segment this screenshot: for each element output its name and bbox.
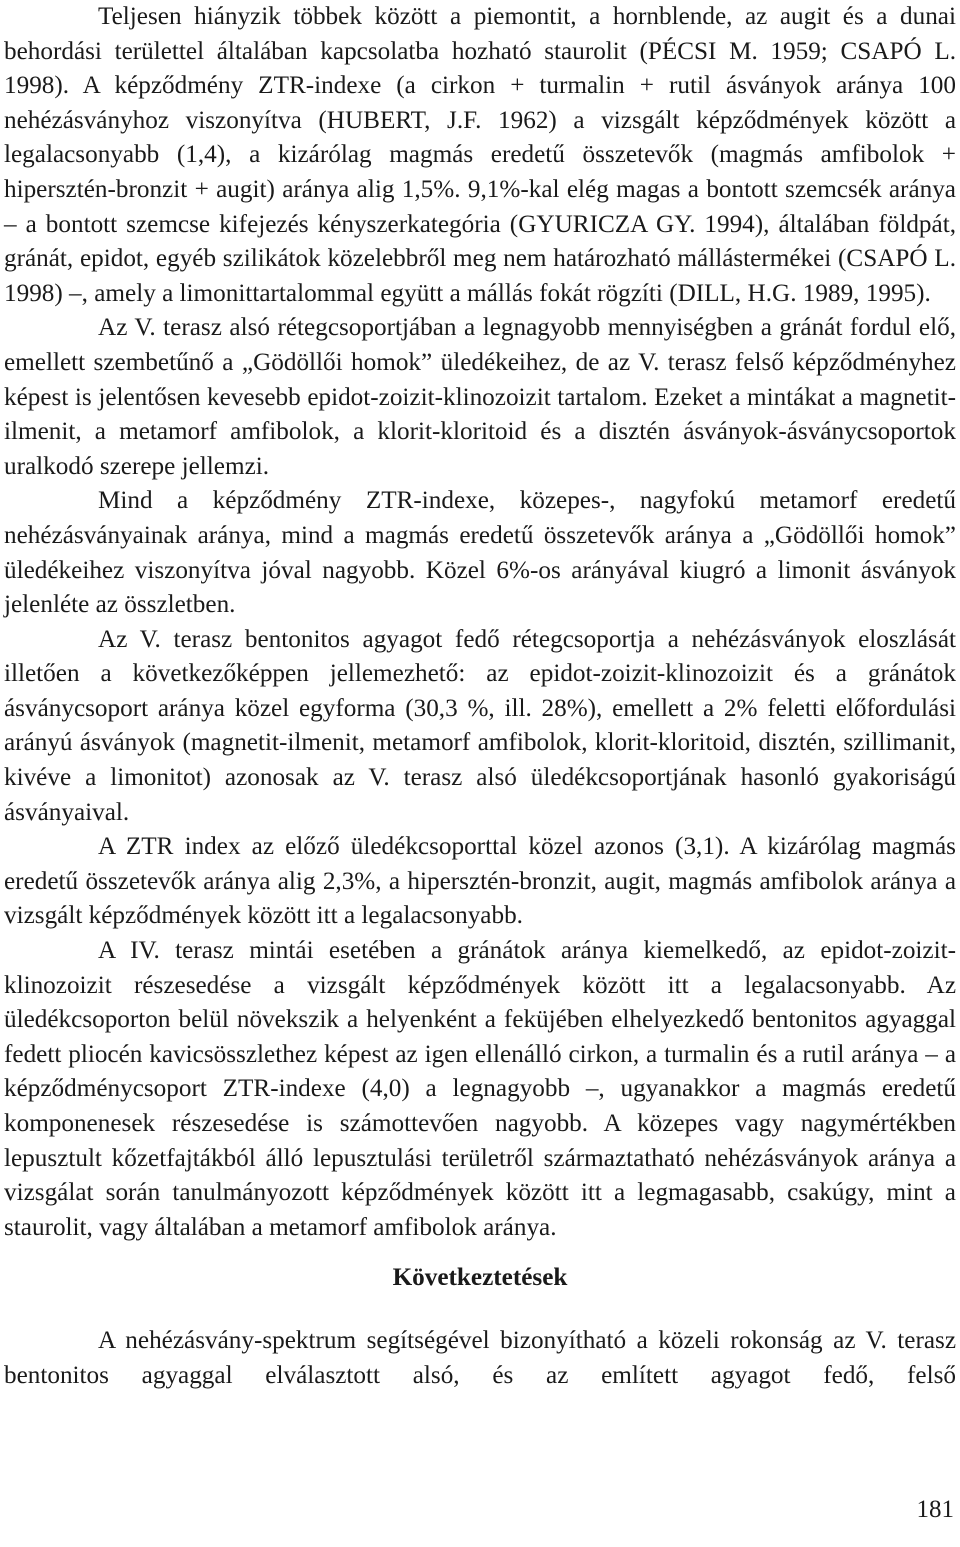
paragraph-2: Az V. terasz alsó rétegcsoportjában a legnagyobb mennyiségben a gránát fordul elő, emellett szembetűnő a „Gödöllői homok” üledékeihez, de az V. terasz felső képződményhez képest is jelentősen kevesebb epidot-zoizit-klinozoizit tartalom. Ezeket a mintákat a magnetit-ilmenit, a metamorf amfibolok, a klorit-kloritoid és a disztén ásványok-ásványcsoportok uralkodó szerepe jellemzi. <box>4 314 956 480</box>
paragraph-4: Az V. terasz bentonitos agyagot fedő rétegcsoportja a nehézásványok eloszlását illetően a következőképpen jellemezhető: az epidot-zoizit-klinozoizit és a gránátok ásványcsoport aránya közel egyforma (30,3 %, ill. 28%), emellett a 2% feletti előfordulási arányú ásványok (magnetit-ilmenit, metamorf amfibolok, klorit-kloritoid, disztén, szillimanit, kivéve a limonitot) azonosak az V. terasz alsó üledékcsoportjának hasonló gyakoriságú ásványaival. <box>4 625 956 826</box>
page-body <box>4 0 956 1393</box>
paragraph-6: A IV. terasz mintái esetében a gránátok aránya kiemelkedő, az epidot-zoizit-klinozoizit részesedése a vizsgált képződmények között itt a legalacsonyabb. Az üledékcsoporton belül növekszik a helyenként a feküjében elhelyezkedő bentonitos agyaggal fedett pliocén kavicsösszlethez képest az igen ellenálló cirkon, a turmalin és a rutil aránya – a képződménycsoport ZTR-indexe (4,0) a legnagyobb –, ugyanakkor a magmás eredetű komponenesek részesedése is számottevően nagyobb. A közepes vagy nagymértékben lepusztult kőzetfajtákból álló lepusztulási területről származtatható nehézásványok aránya a vizsgálat során tanulmányozott képződmények között itt a legmagasabb, csakúgy, mint a staurolit, vagy általában a metamorf amfibolok aránya. <box>4 937 956 1241</box>
paragraph-7: A nehézásvány-spektrum segítségével bizonyítható a közeli rokonság az V. terasz bentonitos agyaggal elválasztott alsó, és az említett agyagot fedő, felső <box>4 1326 956 1389</box>
paragraph-5: A ZTR index az előző üledékcsoporttal közel azonos (3,1). A kizárólag magmás eredetű összetevők aránya alig 2,3%, a hipersztén-bronzit, augit, magmás amfibolok aránya a vizsgált képződmények között itt a legalacsonyabb. <box>4 833 956 930</box>
section-heading: Következtetések <box>392 1264 568 1292</box>
paragraph-3: Mind a képződmény ZTR-indexe, közepes-, nagyfokú metamorf eredetű nehézásványainak aránya, mind a magmás eredetű összetevők aránya a „Gödöllői homok” üledékeihez viszonyítva jóval nagyobb. Közel 6%-os arányával kiugró a limonit ásványok jelenléte az összletben. <box>4 487 956 619</box>
paragraph-1: Teljesen hiányzik többek között a piemontit, a hornblende, az augit és a dunai behordási területtel általában kapcsolatba hozható staurolit (PÉCSI M. 1959; CSAPÓ L. 1998). A képződmény ZTR-indexe (a cirkon + turmalin + rutil ásványok aránya 100 nehézásványhoz viszonyítva (HUBERT, J.F. 1962) a vizsgált képződmények között a legalacsonyabb (1,4), a kizárólag magmás eredetű összetevők (magmás amfibolok + hipersztén-bronzit + augit) aránya alig 1,5%. 9,1%-kal elég magas a bontott szemcsék aránya – a bontott szemcse kifejezés kényszerkategória (GYURICZA GY. 1994), általában földpát, gránát, epidot, egyéb szilikátok közelebbről meg nem határozható mállástermékei (CSAPÓ L. 1998) –, amely a limonittartalommal együtt a mállás fokát rögzíti (DILL, H.G. 1989, 1995). <box>4 3 956 307</box>
page-number: 181 <box>916 1496 954 1523</box>
